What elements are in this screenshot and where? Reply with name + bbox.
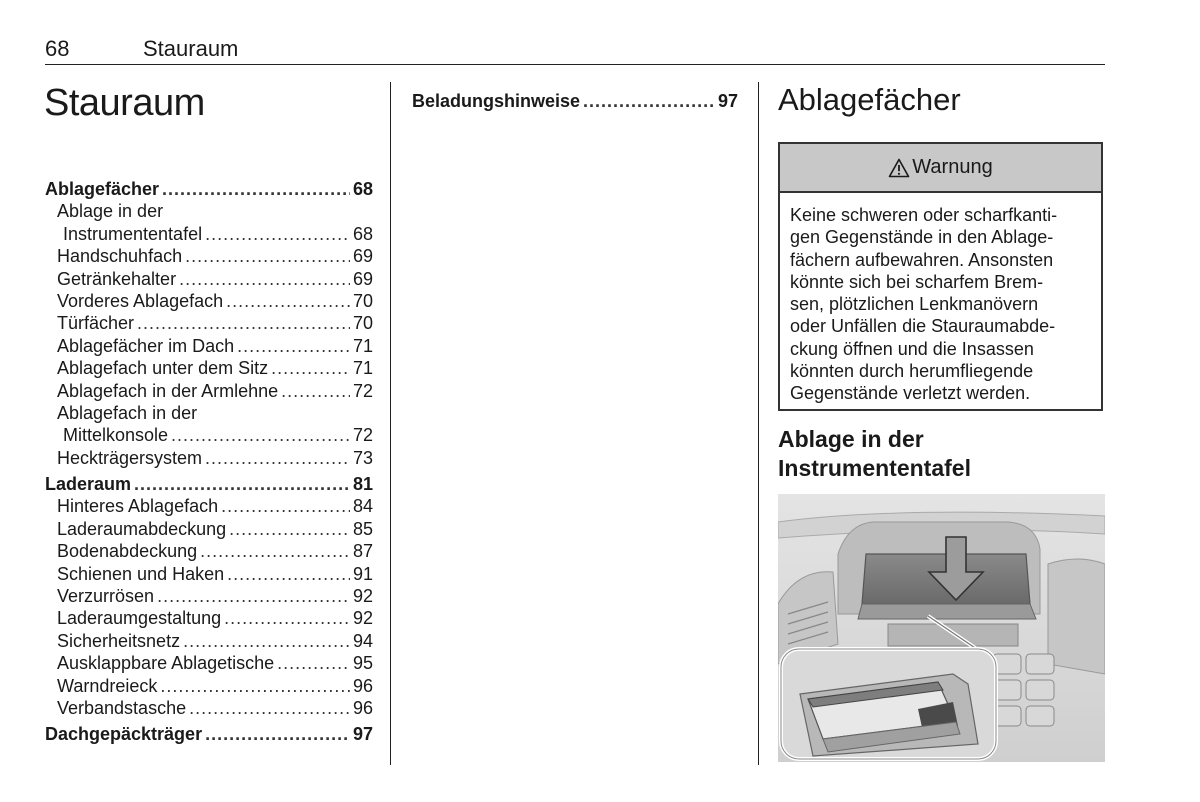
toc-entry[interactable] [45, 178, 373, 200]
toc-leader-dots [277, 652, 350, 674]
warning-text-line: ckung öffnen und die Insassen [790, 338, 1034, 359]
toc-leader-dots [224, 607, 350, 629]
toc-entry[interactable] [45, 563, 373, 585]
toc-page-number: 69 [352, 268, 373, 289]
toc-entry-label: Türfächer [57, 313, 135, 334]
toc-entry[interactable] [45, 380, 373, 402]
toc-entry-label: Bodenabdeckung [57, 541, 198, 562]
toc-page-number: 92 [352, 586, 373, 607]
warning-text-line: sen, plötzlichen Lenkmanövern [790, 294, 1039, 315]
toc-page-number: 72 [352, 425, 373, 446]
toc-leader-dots [226, 290, 350, 312]
toc-entry-label: Ablage in der [57, 201, 164, 222]
toc-page-number: 94 [352, 630, 373, 651]
chapter-title: Stauraum [44, 82, 205, 124]
toc-entry[interactable] [45, 723, 373, 745]
toc-entry-label: Handschuhfach [57, 246, 183, 267]
toc-page-number: 70 [352, 313, 373, 334]
toc-page-number: 87 [352, 541, 373, 562]
toc-entry[interactable] [45, 540, 373, 562]
toc-leader-dots [205, 223, 350, 245]
toc-leader-dots [171, 424, 350, 446]
toc-entry-label: Getränkehalter [57, 268, 177, 289]
toc-page-number: 68 [352, 223, 373, 244]
toc-entry-label: Ausklappbare Ablagetische [57, 653, 275, 674]
toc-entry-label: Warndreieck [57, 675, 158, 696]
toc-leader-dots [183, 630, 350, 652]
toc-entry[interactable] [45, 585, 373, 607]
toc-entry-label: Hinteres Ablagefach [57, 496, 219, 517]
toc-entry[interactable] [45, 518, 373, 540]
toc-entry-label: Dachgepäckträger [45, 724, 203, 745]
toc-entry-label: Verbandstasche [57, 697, 187, 718]
toc-leader-dots [221, 495, 350, 517]
toc-leader-dots [200, 540, 350, 562]
toc-page-number: 70 [352, 290, 373, 311]
toc-page-number: 73 [352, 447, 373, 468]
toc-entry[interactable] [45, 335, 373, 357]
subsection-heading-line: Instrumententafel [778, 455, 971, 481]
toc-entry-label: Laderaumabdeckung [57, 518, 227, 539]
toc-leader-dots [179, 268, 350, 290]
toc-page-number: 96 [352, 697, 373, 718]
toc-entry[interactable] [45, 630, 373, 652]
toc-leader-dots [162, 178, 350, 200]
column-divider [390, 82, 391, 765]
table-of-contents-column-2 [412, 90, 738, 112]
toc-page-number: 68 [352, 179, 373, 199]
toc-leader-dots [227, 563, 350, 585]
toc-page-number: 92 [352, 608, 373, 629]
warning-text-line: oder Unfällen die Stauraumabde- [790, 316, 1056, 337]
toc-leader-dots [583, 90, 715, 112]
warning-text-line: Keine schweren oder scharfkanti- [790, 205, 1058, 225]
warning-title: Warnung [912, 156, 993, 178]
toc-entry-label: Beladungshinweise [412, 91, 581, 111]
table-of-contents-column-1 [45, 178, 373, 746]
toc-entry[interactable] [45, 290, 373, 312]
warning-text-line: Gegenstände verletzt werden. [790, 383, 1031, 404]
subsection-heading-line: Ablage in der [778, 426, 924, 452]
toc-entry[interactable] [45, 268, 373, 290]
warning-header [780, 144, 1101, 193]
toc-page-number: 91 [352, 563, 373, 584]
toc-entry-label: Laderaum [45, 474, 132, 495]
toc-entry-label: Instrumententafel [63, 223, 203, 244]
toc-entry[interactable] [45, 652, 373, 674]
toc-leader-dots [271, 357, 350, 379]
toc-leader-dots [205, 723, 350, 745]
toc-entry-label: Verzurrösen [57, 586, 155, 607]
warning-text-line: gen Gegenstände in den Ablage- [790, 227, 1054, 248]
toc-entry[interactable] [45, 675, 373, 697]
toc-leader-dots [205, 447, 350, 469]
toc-entry[interactable] [45, 357, 373, 379]
toc-entry[interactable] [45, 402, 373, 424]
toc-leader-dots [137, 312, 350, 334]
toc-leader-dots [157, 585, 350, 607]
warning-text-line: könnten durch herumfliegende [790, 361, 1034, 382]
toc-entry[interactable] [45, 447, 373, 469]
toc-page-number: 97 [717, 91, 738, 111]
toc-page-number: 97 [352, 724, 373, 745]
toc-entry[interactable] [45, 245, 373, 267]
toc-entry-label: Laderaumgestaltung [57, 608, 222, 629]
toc-entry-label: Mittelkonsole [63, 425, 169, 446]
toc-entry-label: Ablagefächer [45, 179, 160, 199]
toc-entry[interactable] [45, 312, 373, 334]
toc-leader-dots [237, 335, 350, 357]
instrument-panel-storage-illustration [778, 494, 1105, 762]
page-number: 68 [45, 36, 70, 61]
toc-leader-dots [281, 380, 350, 402]
toc-entry[interactable] [45, 473, 373, 495]
toc-entry-label: Sicherheitsnetz [57, 630, 181, 651]
warning-text [780, 193, 1101, 405]
toc-entry[interactable] [45, 697, 373, 719]
toc-entry[interactable] [45, 495, 373, 517]
toc-leader-dots [229, 518, 350, 540]
section-title: Ablagefächer [778, 82, 961, 117]
toc-page-number: 96 [352, 675, 373, 696]
warning-text-line: fächern aufbewahren. Ansonsten [790, 249, 1054, 270]
toc-entry[interactable] [45, 223, 373, 245]
toc-page-number: 69 [352, 246, 373, 267]
toc-entry-label: Ablagefach in der [57, 402, 198, 423]
toc-page-number: 71 [352, 335, 373, 356]
toc-entry-label: Vorderes Ablagefach [57, 290, 224, 311]
warning-text-line: könnte sich bei scharfem Brem- [790, 271, 1044, 292]
running-title: Stauraum [143, 36, 239, 61]
warning-triangle-icon [888, 158, 910, 178]
toc-entry-label: Ablagefächer im Dach [57, 335, 235, 356]
dashboard-drawing [778, 494, 1105, 762]
toc-leader-dots [185, 245, 350, 267]
toc-leader-dots [189, 697, 350, 719]
toc-entry-label: Heckträgersystem [57, 447, 203, 468]
toc-entry[interactable] [45, 607, 373, 629]
toc-page-number: 72 [352, 380, 373, 401]
toc-page-number: 71 [352, 358, 373, 379]
page-header [45, 34, 1105, 65]
toc-entry-label: Schienen und Haken [57, 563, 225, 584]
toc-page-number: 81 [352, 474, 373, 495]
toc-entry-label: Ablagefach in der Armlehne [57, 380, 279, 401]
toc-page-number: 95 [352, 653, 373, 674]
toc-entry[interactable] [412, 90, 738, 112]
toc-leader-dots [160, 675, 350, 697]
warning-box [778, 142, 1103, 411]
toc-page-number: 84 [352, 496, 373, 517]
column-divider [758, 82, 759, 765]
toc-entry[interactable] [45, 200, 373, 222]
toc-entry-label: Ablagefach unter dem Sitz [57, 358, 269, 379]
subsection-heading [778, 425, 971, 483]
toc-entry[interactable] [45, 424, 373, 446]
toc-page-number: 85 [352, 518, 373, 539]
toc-leader-dots [134, 473, 350, 495]
